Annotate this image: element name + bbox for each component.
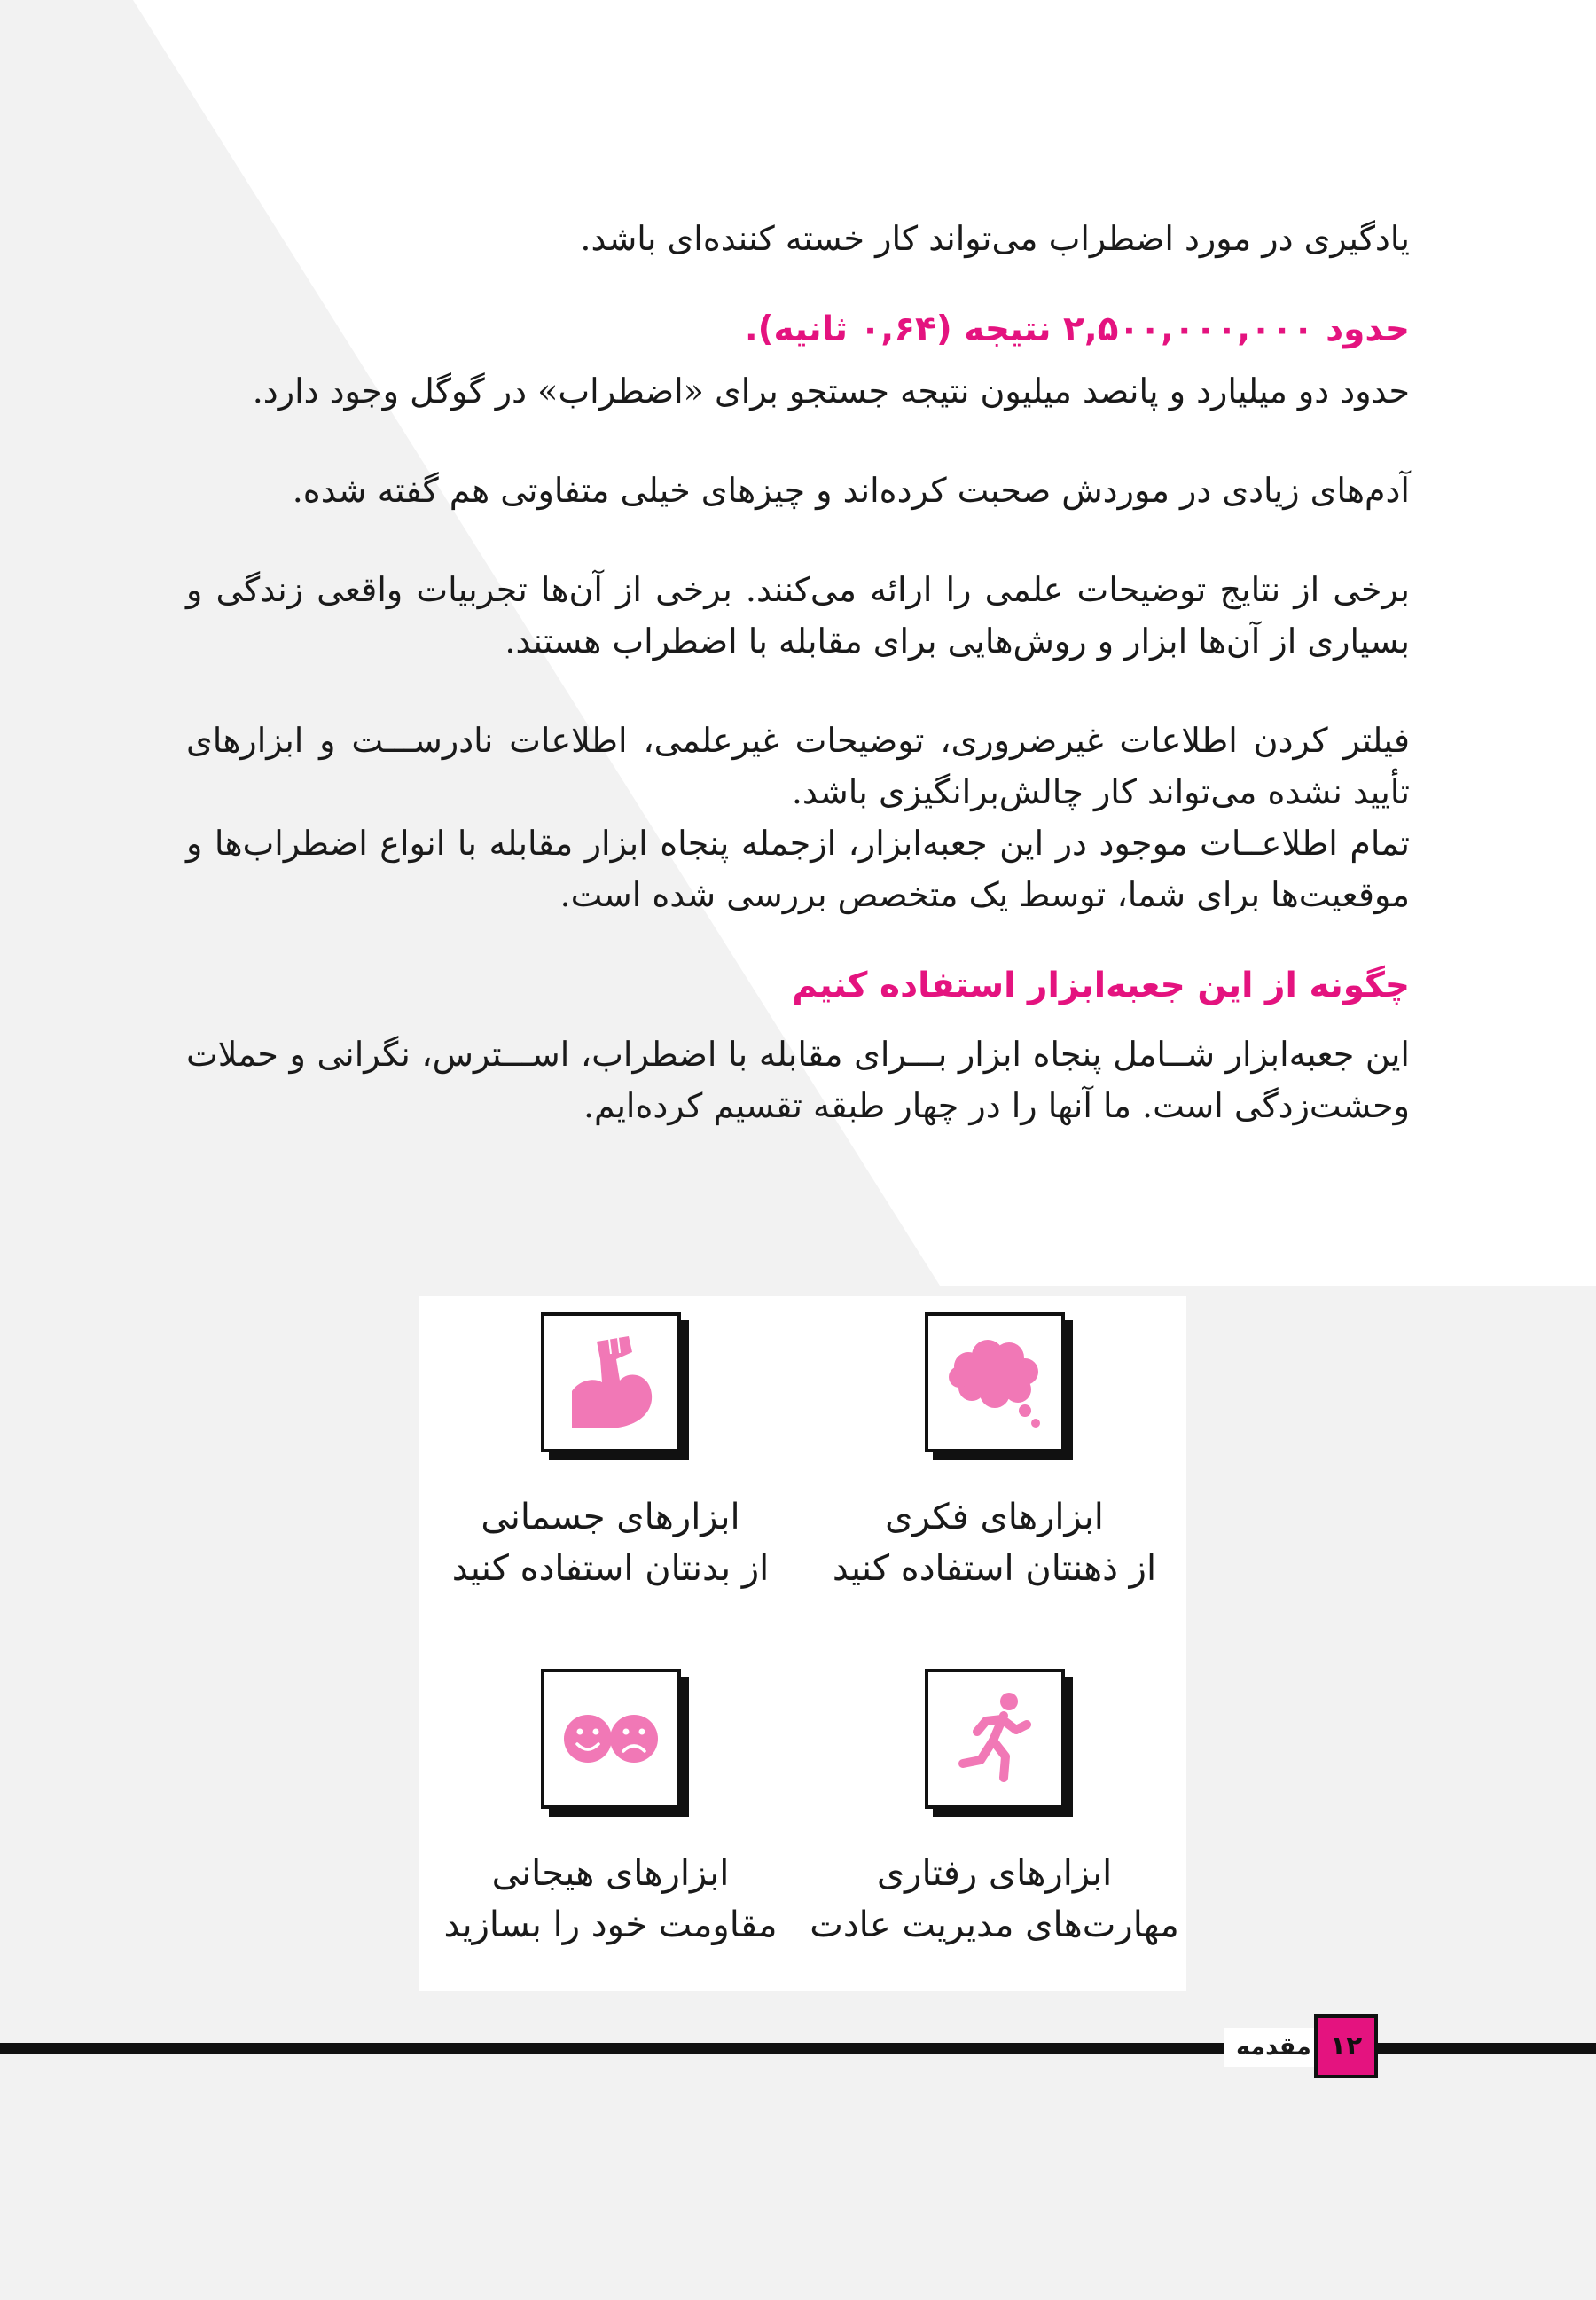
search-results-heading: حدود ۲,۵۰۰,۰۰۰,۰۰۰ نتیجه (۰,۶۴ ثانیه). <box>744 309 1410 349</box>
thought-bubble-icon <box>942 1329 1048 1436</box>
tool-categories-grid <box>419 1296 1186 1991</box>
toolbox-categories-paragraph: این جعبه‌ابزار شــامل پنجاه ابزار بـــرای مقابله با اضطراب، اســـترس، نگرانی و حملات وحشت‌زدگی است. ما آنها را در چهار طبقه تقسیم کرده‌ایم. <box>186 1035 1410 1125</box>
page-text <box>186 213 1410 1131</box>
thinking-tools-card <box>802 1312 1186 1594</box>
results-types-paragraph: برخی از نتایج توضیحات علمی را ارائه می‌کنند. برخی از آن‌ها تجربیات واقعی زندگی و بسیاری از آن‌ها ابزار و روش‌هایی برای مقابله با اضطراب هستند. <box>186 570 1410 661</box>
people-talked-paragraph: آدم‌های زیادی در موردش صحبت کرده‌اند و چیزهای خیلی متفاوتی هم گفته شده. <box>292 471 1410 510</box>
behavioral-tools-subtitle: مهارت‌های مدیریت عادت <box>810 1905 1179 1945</box>
footer-section-label: مقدمه <box>1224 2028 1324 2067</box>
intro-paragraph: یادگیری در مورد اضطراب می‌تواند کار خسته کننده‌ای باشد. <box>580 219 1410 258</box>
emotional-tools-subtitle: مقاومت خود را بسازید <box>443 1905 778 1945</box>
thinking-tools-icon-box <box>925 1312 1065 1452</box>
physical-tools-subtitle: از بدنتان استفاده کنید <box>451 1548 770 1589</box>
behavioral-tools-card <box>802 1669 1186 1951</box>
emotional-tools-title: ابزارهای هیجانی <box>491 1853 730 1894</box>
how-to-use-heading: چگونه از این جعبه‌ابزار استفاده کنیم <box>792 966 1410 1005</box>
happy-sad-faces-icon <box>558 1686 664 1792</box>
behavioral-tools-title: ابزارهای رفتاری <box>876 1853 1113 1894</box>
physical-tools-title: ابزارهای جسمانی <box>481 1497 740 1537</box>
emotional-tools-icon-box <box>541 1669 681 1809</box>
physical-tools-card <box>419 1312 802 1594</box>
behavioral-tools-icon-box <box>925 1669 1065 1809</box>
physical-tools-icon-box <box>541 1312 681 1452</box>
flexed-arm-icon <box>558 1329 664 1436</box>
thinking-tools-subtitle: از ذهنتان استفاده کنید <box>832 1548 1157 1589</box>
thinking-tools-title: ابزارهای فکری <box>885 1497 1104 1537</box>
page-number-badge: ۱۲ <box>1314 2014 1378 2078</box>
toolbox-reviewed-paragraph: تمام اطلاعــات موجود در این جعبه‌ابزار، ازجمله پنجاه ابزار مقابله با انواع اضطراب‌ها و موقعیت‌ها برای شما، توسط یک متخصص بررسی شده است. <box>186 824 1410 914</box>
filtering-paragraph: فیلتر کردن اطلاعات غیرضروری، توضیحات غیرعلمی، اطلاعات نادرســـت و ابزارهای تأیید نشده می‌تواند کار چالش‌برانگیزی باشد. <box>186 721 1410 811</box>
google-results-paragraph: حدود دو میلیارد و پانصد میلیون نتیجه جستجو برای «اضطراب» در گوگل وجود دارد. <box>252 372 1410 411</box>
emotional-tools-card <box>419 1669 802 1951</box>
running-person-icon <box>942 1686 1048 1792</box>
